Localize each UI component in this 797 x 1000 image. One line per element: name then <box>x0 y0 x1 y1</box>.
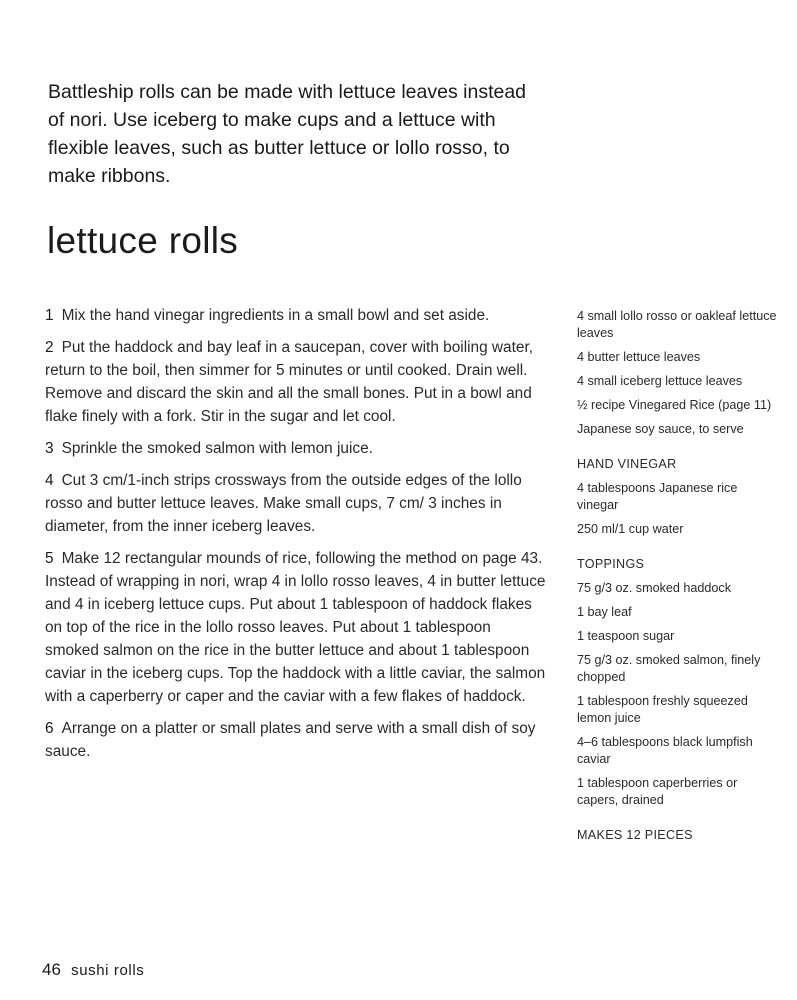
ingredient-item: 4 tablespoons Japanese rice vinegar <box>577 481 738 512</box>
step-text: Cut 3 cm/1-inch strips crossways from the outside edges of the lollo rosso and butter lettuce leaves. Make small cups, 7 cm/ 3 inches in diameter, from the inner iceberg leaves. <box>45 472 522 535</box>
ingredient-item: 4 small iceberg lettuce leaves <box>577 374 743 388</box>
section-name: sushi rolls <box>71 962 145 979</box>
method-steps <box>45 304 548 772</box>
step-text: Put the haddock and bay leaf in a saucepan, cover with boiling water, return to the boil, then simmer for 5 minutes or until cooked. Drain well. Remove and discard the skin and all the small bones. Put in a bowl and flake finely with a fork. Stir in the sugar and let cool. <box>45 339 533 425</box>
step-number: 5 <box>45 550 54 567</box>
method-step <box>45 547 548 708</box>
step-number: 2 <box>45 339 54 356</box>
ingredient-item: ½ recipe Vinegared Rice (page 11) <box>577 398 772 412</box>
ingredient-item: 4 butter lettuce leaves <box>577 350 701 364</box>
step-number: 3 <box>45 440 54 457</box>
method-step <box>45 437 548 460</box>
yield-text: MAKES 12 PIECES <box>577 828 693 842</box>
ingredient-item: 1 teaspoon sugar <box>577 629 675 643</box>
ingredient-item: 75 g/3 oz. smoked salmon, finely chopped <box>577 653 761 684</box>
ingredient-item: 4–6 tablespoons black lumpfish caviar <box>577 735 753 766</box>
ingredient-item: 1 tablespoon freshly squeezed lemon juice <box>577 694 748 725</box>
method-step <box>45 304 548 327</box>
ingredient-item: Japanese soy sauce, to serve <box>577 422 744 436</box>
page-number: 46 <box>42 960 61 979</box>
step-text: Arrange on a platter or small plates and serve with a small dish of soy sauce. <box>45 720 536 760</box>
step-text: Mix the hand vinegar ingredients in a small bowl and set aside. <box>61 307 490 324</box>
toppings-heading: TOPPINGS <box>577 557 645 571</box>
ingredient-item: 1 bay leaf <box>577 605 632 619</box>
ingredient-item: 75 g/3 oz. smoked haddock <box>577 581 732 595</box>
ingredient-item: 250 ml/1 cup water <box>577 522 684 536</box>
ingredient-item: 4 small lollo rosso or oakleaf lettuce leaves <box>577 309 777 340</box>
ingredient-item: 1 tablespoon caperberries or capers, drained <box>577 776 738 807</box>
method-step <box>45 336 548 428</box>
ingredients-list <box>577 308 777 844</box>
method-step <box>45 717 548 763</box>
intro-paragraph: Battleship rolls can be made with lettuce leaves instead of nori. Use iceberg to make cups and a lettuce with flexible leaves, such as butter lettuce or lollo rosso, to make ribbons. <box>48 81 527 187</box>
step-text: Sprinkle the smoked salmon with lemon juice. <box>61 440 373 457</box>
step-text: Make 12 rectangular mounds of rice, following the method on page 43. Instead of wrapping in nori, wrap 4 in lollo rosso leaves, 4 in butter lettuce and 4 in iceberg lettuce cups. Put about 1 tablespoon of haddock flakes on top of the rice in the lollo rosso leaves. Put about 1 tablespoon smoked salmon on the rice in the butter lettuce and about 1 tablespoon caviar in the iceberg cups. Top the haddock with a little caviar, the salmon with a caperberry or caper and the caviar with a few flakes of haddock. <box>45 550 546 705</box>
method-step <box>45 469 548 538</box>
step-number: 4 <box>45 472 54 489</box>
hand-vinegar-heading: HAND VINEGAR <box>577 457 677 471</box>
recipe-title: lettuce rolls <box>47 220 239 261</box>
page-footer <box>42 960 144 980</box>
step-number: 1 <box>45 307 54 324</box>
step-number: 6 <box>45 720 54 737</box>
